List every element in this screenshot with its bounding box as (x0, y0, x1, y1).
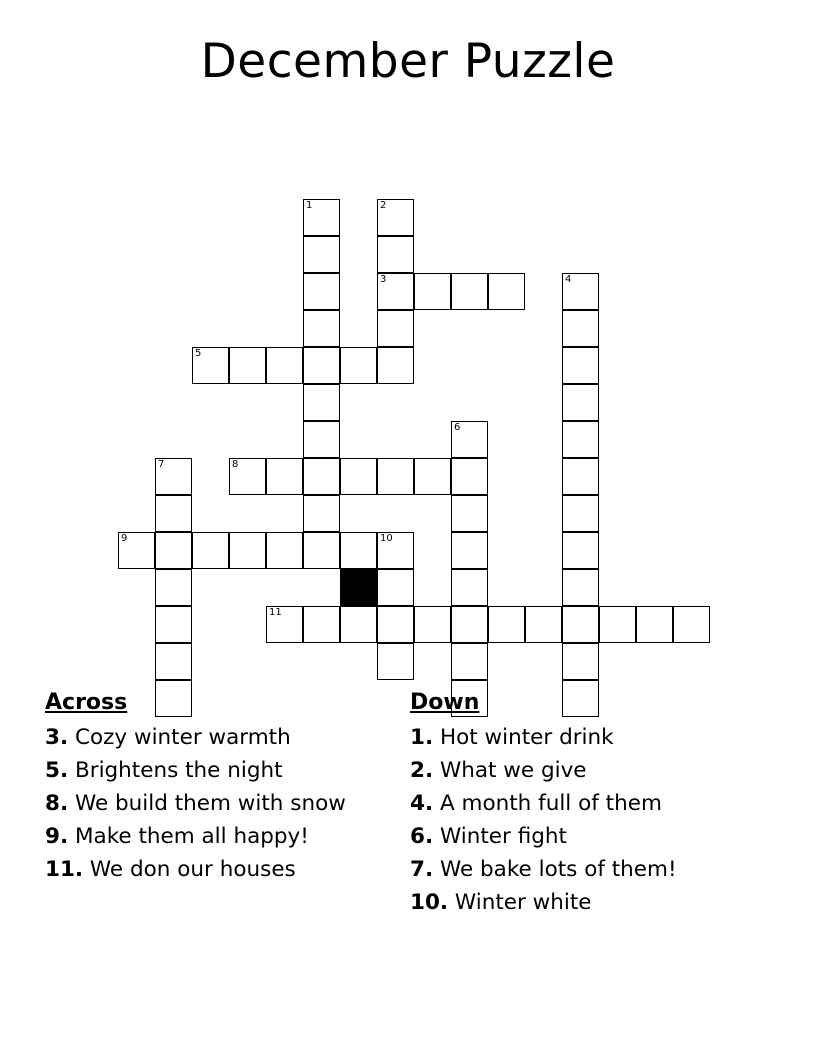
grid-cell[interactable] (414, 458, 451, 495)
grid-cell[interactable] (562, 384, 599, 421)
grid-cell[interactable] (562, 273, 599, 310)
grid-cell[interactable] (266, 347, 303, 384)
grid-cell[interactable] (562, 643, 599, 680)
clues-down-heading: Down (410, 690, 480, 715)
grid-cell[interactable] (303, 273, 340, 310)
grid-cell[interactable] (488, 606, 525, 643)
grid-cell[interactable] (340, 532, 377, 569)
grid-cell[interactable] (377, 273, 414, 310)
grid-cell[interactable] (155, 532, 192, 569)
clue-item (410, 787, 790, 820)
grid-cell-number: 10 (380, 533, 393, 544)
clue-text: What we give (433, 758, 587, 783)
grid-cell[interactable] (303, 606, 340, 643)
grid-cell[interactable] (303, 347, 340, 384)
clue-item (410, 721, 790, 754)
clues-section (0, 690, 816, 990)
clue-number: 6. (410, 824, 434, 849)
clue-text: A month full of them (433, 791, 662, 816)
grid-cell[interactable] (229, 347, 266, 384)
clue-number: 9. (45, 824, 69, 849)
grid-cell[interactable] (451, 458, 488, 495)
grid-cell[interactable] (562, 495, 599, 532)
grid-cell[interactable] (303, 310, 340, 347)
grid-cell[interactable] (562, 606, 599, 643)
grid-cell[interactable] (340, 458, 377, 495)
grid-cell[interactable] (562, 458, 599, 495)
grid-cell[interactable] (118, 532, 155, 569)
grid-cell[interactable] (155, 606, 192, 643)
grid-cell-number: 9 (121, 533, 128, 544)
clue-text: Cozy winter warmth (68, 725, 291, 750)
grid-cell[interactable] (377, 458, 414, 495)
grid-cell[interactable] (636, 606, 673, 643)
grid-cell[interactable] (451, 569, 488, 606)
clue-item (45, 820, 400, 853)
grid-cell[interactable] (155, 569, 192, 606)
page-title: December Puzzle (200, 34, 616, 89)
grid-cell[interactable] (525, 606, 562, 643)
grid-cell[interactable] (229, 458, 266, 495)
grid-cell[interactable] (155, 458, 192, 495)
clue-item (45, 787, 400, 820)
grid-cell-blank (340, 569, 377, 606)
crossword-grid-area (0, 89, 816, 649)
grid-cell-number: 1 (306, 200, 313, 211)
clue-text: Make them all happy! (68, 824, 309, 849)
grid-cell[interactable] (562, 421, 599, 458)
grid-cell-number: 6 (454, 422, 461, 433)
clues-down-list (410, 721, 790, 919)
grid-cell[interactable] (451, 532, 488, 569)
grid-cell[interactable] (377, 347, 414, 384)
grid-cell-number: 8 (232, 459, 239, 470)
clue-text: Brightens the night (68, 758, 283, 783)
grid-cell[interactable] (303, 236, 340, 273)
clue-item (410, 754, 790, 787)
clues-down (410, 690, 790, 919)
crossword-grid (0, 89, 816, 649)
clue-text: We don our houses (83, 857, 296, 882)
clue-item (410, 886, 790, 919)
grid-cell[interactable] (451, 643, 488, 680)
grid-cell-number: 3 (380, 274, 387, 285)
grid-cell[interactable] (414, 273, 451, 310)
clue-item (410, 853, 790, 886)
clue-number: 1. (410, 725, 434, 750)
grid-cell[interactable] (488, 273, 525, 310)
grid-cell[interactable] (155, 643, 192, 680)
clue-number: 10. (410, 890, 449, 915)
clue-text: Winter white (448, 890, 592, 915)
grid-cell-number: 7 (158, 459, 165, 470)
grid-cell[interactable] (562, 532, 599, 569)
clue-number: 11. (45, 857, 84, 882)
grid-cell[interactable] (451, 495, 488, 532)
clue-text: We bake lots of them! (433, 857, 677, 882)
clue-text: Winter fight (433, 824, 567, 849)
grid-cell[interactable] (192, 532, 229, 569)
clue-item (45, 721, 400, 754)
grid-cell[interactable] (377, 532, 414, 569)
grid-cell[interactable] (303, 458, 340, 495)
clues-across-list (45, 721, 400, 886)
clue-item (45, 754, 400, 787)
clue-text: Hot winter drink (433, 725, 614, 750)
clue-number: 7. (410, 857, 434, 882)
grid-cell[interactable] (303, 495, 340, 532)
grid-cell[interactable] (673, 606, 710, 643)
grid-cell[interactable] (562, 310, 599, 347)
clue-number: 5. (45, 758, 69, 783)
grid-cell[interactable] (340, 606, 377, 643)
grid-cell[interactable] (377, 310, 414, 347)
grid-cell[interactable] (192, 347, 229, 384)
grid-cell[interactable] (377, 643, 414, 680)
clue-item (45, 853, 400, 886)
clue-item (410, 820, 790, 853)
grid-cell[interactable] (377, 199, 414, 236)
grid-cell[interactable] (562, 569, 599, 606)
grid-cell[interactable] (229, 532, 266, 569)
grid-cell-number: 5 (195, 348, 202, 359)
grid-cell[interactable] (303, 384, 340, 421)
grid-cell-number: 11 (269, 607, 282, 618)
clue-number: 4. (410, 791, 434, 816)
grid-cell-number: 4 (565, 274, 572, 285)
grid-cell[interactable] (266, 606, 303, 643)
grid-cell[interactable] (377, 569, 414, 606)
grid-cell[interactable] (340, 347, 377, 384)
clue-text: We build them with snow (68, 791, 346, 816)
clues-across-heading: Across (45, 690, 128, 715)
grid-cell[interactable] (303, 199, 340, 236)
grid-cell[interactable] (451, 421, 488, 458)
grid-cell[interactable] (303, 421, 340, 458)
clue-number: 8. (45, 791, 69, 816)
clue-number: 3. (45, 725, 69, 750)
clues-across (45, 690, 400, 886)
grid-cell[interactable] (377, 606, 414, 643)
grid-cell[interactable] (599, 606, 636, 643)
grid-cell[interactable] (303, 532, 340, 569)
grid-cell[interactable] (414, 606, 451, 643)
grid-cell[interactable] (266, 532, 303, 569)
clue-number: 2. (410, 758, 434, 783)
grid-cell[interactable] (451, 273, 488, 310)
grid-cell-number: 2 (380, 200, 387, 211)
grid-cell[interactable] (155, 495, 192, 532)
grid-cell[interactable] (562, 347, 599, 384)
grid-cell[interactable] (451, 606, 488, 643)
grid-cell[interactable] (266, 458, 303, 495)
grid-cell[interactable] (377, 236, 414, 273)
